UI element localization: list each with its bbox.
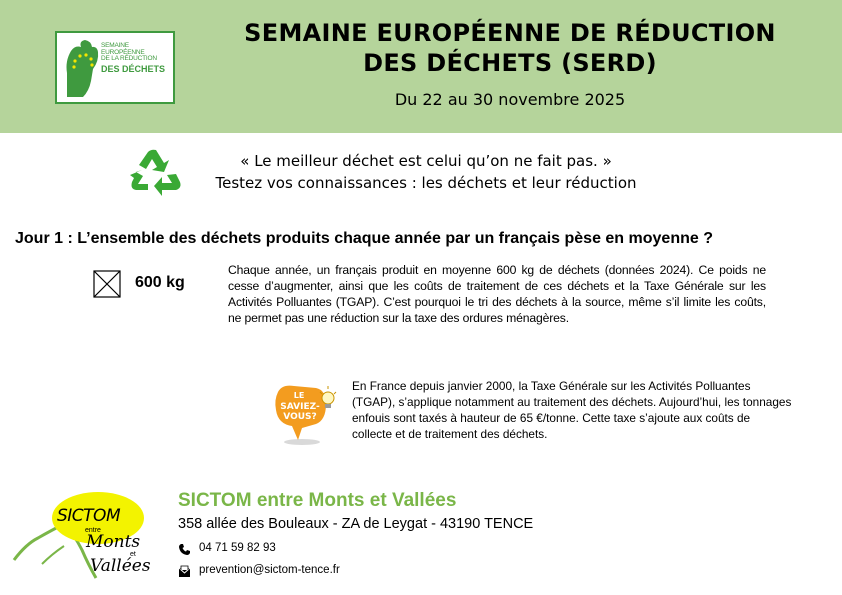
logo-monts: Monts: [86, 532, 141, 552]
sictom-logo: [12, 484, 162, 584]
did-you-know-text: En France depuis janvier 2000, la Taxe Générale sur les Activités Polluantes (TGAP), s’applique notamment au traitement des déchets. Aujourd’hui, les tonnages enfouis sont taxés à hauteur de 65 €/tonne. Cette taxe s’ajoute aux coûts de collecte et de traitement des déchets.: [352, 379, 792, 441]
page-title: [210, 18, 810, 78]
title-line-1: SEMAINE EUROPÉENNE DE RÉDUCTION: [244, 19, 776, 47]
badge-line-3: VOUS?: [283, 412, 317, 422]
org-name: SICTOM entre Monts et Vallées: [178, 490, 457, 511]
answer-explanation: Chaque année, un français produit en moyenne 600 kg de déchets (données 2024). Ce poids ne cesse d’augmenter, ainsi que les coûts de traitement de ces déchets et la Taxe Générale sur les Activités Polluantes (TGAP). C’est pourquoi le tri des déchets à la source, même s’il limite les coûts, ne permet pas une réduction sur la taxe des ordures ménagères.: [228, 263, 766, 325]
header-banner: [0, 0, 842, 133]
quiz-answer: 600 kg: [135, 274, 185, 291]
logo-sictom: SICTOM: [57, 506, 121, 526]
serd-hand-icon: [61, 37, 101, 99]
event-dates: Du 22 au 30 novembre 2025: [394, 90, 626, 109]
org-address: 358 allée des Bouleaux - ZA de Leygat - 43190 TENCE: [178, 516, 534, 532]
quiz-question: Jour 1 : L’ensemble des déchets produits chaque année par un français pèse en moyenne ?: [15, 230, 713, 247]
badge-line-1: LE: [293, 391, 305, 400]
mail-icon: [178, 565, 191, 578]
serd-logo: [55, 31, 175, 104]
intro-block: [186, 150, 666, 194]
badge-line-2: SAVIEZ-: [280, 402, 320, 412]
logo-line-3: DES DÉCHETS: [101, 63, 166, 74]
did-you-know-badge: [272, 382, 338, 448]
logo-et: et: [130, 551, 136, 558]
logo-line-2: DE LA RÉDUCTION: [101, 55, 157, 62]
title-line-2: DES DÉCHETS (SERD): [363, 49, 657, 77]
phone-icon: [178, 543, 191, 556]
email-link[interactable]: prevention@sictom-tence.fr: [199, 564, 340, 576]
logo-line-1: SEMAINE EUROPÉENNE: [101, 42, 145, 56]
intro-subtitle: Testez vos connaissances : les déchets et leur réduction: [215, 174, 637, 192]
logo-vallees: Vallées: [90, 556, 151, 576]
logo-entre: entre: [85, 527, 101, 534]
answer-checkbox[interactable]: [93, 270, 121, 298]
phone-number[interactable]: 04 71 59 82 93: [199, 542, 276, 554]
quote-text: « Le meilleur déchet est celui qu’on ne fait pas. »: [240, 152, 612, 170]
recycle-icon: [130, 148, 182, 196]
